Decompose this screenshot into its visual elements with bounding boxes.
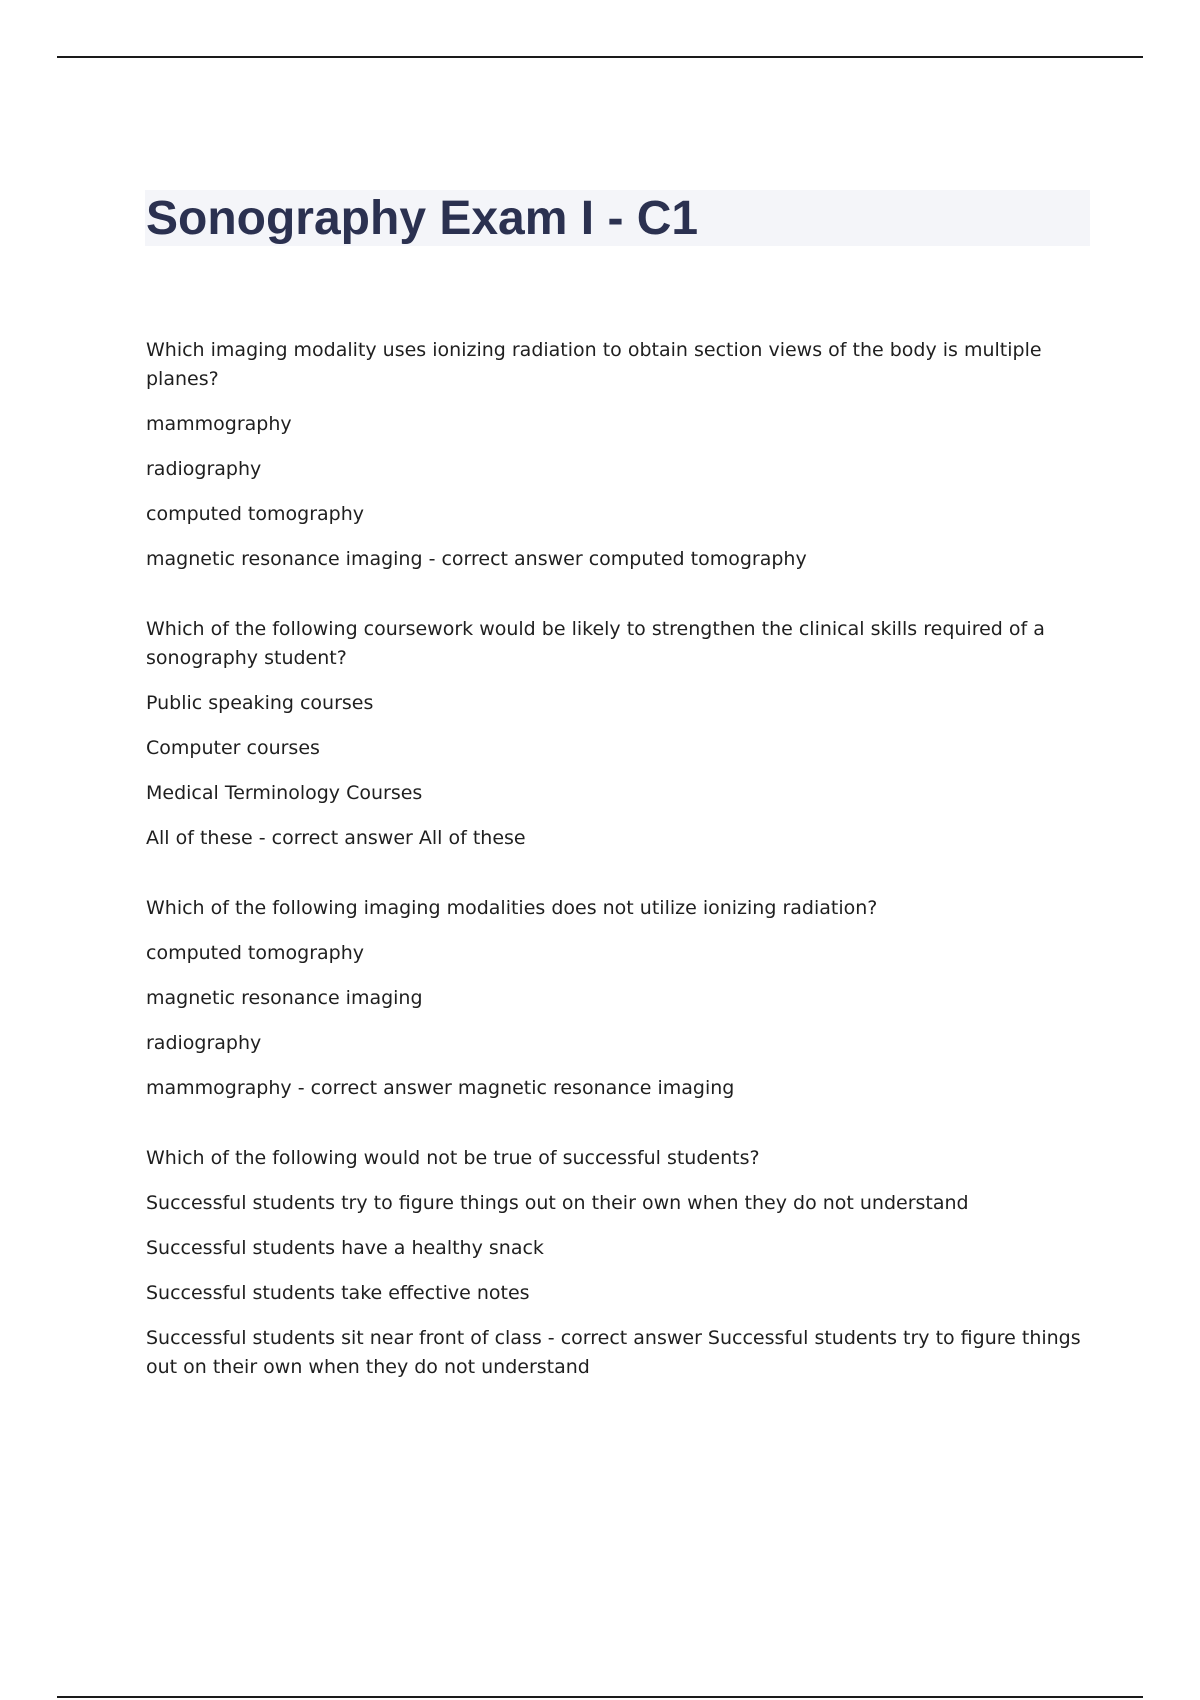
document-title: Sonography Exam I - C1: [146, 192, 699, 245]
question-text: Which of the following imaging modalities does not utilize ionizing radiation?: [146, 897, 878, 919]
answer-option: All of these - correct answer All of these: [146, 827, 526, 849]
question-list: [146, 336, 1096, 1382]
answer-option: Public speaking courses: [146, 692, 374, 714]
answer-option: Medical Terminology Courses: [146, 782, 423, 804]
answer-option: radiography: [146, 1032, 262, 1054]
answer-option: Computer courses: [146, 737, 320, 759]
question-text: Which of the following coursework would be likely to strengthen the clinical skills required of a sonography student?: [146, 618, 1045, 669]
question-block: [146, 615, 1096, 853]
question-text: Which of the following would not be true of successful students?: [146, 1147, 760, 1169]
answer-option: Successful students have a healthy snack: [146, 1237, 544, 1259]
question-block: [146, 1144, 1096, 1382]
question-text: Which imaging modality uses ionizing radiation to obtain section views of the body is multiple planes?: [146, 339, 1042, 390]
answer-option: Successful students sit near front of class - correct answer Successful students try to figure things out on their own when they do not understand: [146, 1327, 1081, 1378]
answer-option: mammography - correct answer magnetic resonance imaging: [146, 1077, 735, 1099]
footer-rule: [57, 1696, 1143, 1698]
question-block: [146, 894, 1096, 1103]
header-rule: [57, 56, 1143, 58]
answer-option: Successful students try to figure things out on their own when they do not understand: [146, 1192, 969, 1214]
answer-option: magnetic resonance imaging: [146, 987, 423, 1009]
answer-option: computed tomography: [146, 942, 364, 964]
question-block: [146, 336, 1096, 574]
answer-option: radiography: [146, 458, 262, 480]
answer-option: computed tomography: [146, 503, 364, 525]
answer-option: mammography: [146, 413, 292, 435]
answer-option: magnetic resonance imaging - correct answer computed tomography: [146, 548, 807, 570]
answer-option: Successful students take effective notes: [146, 1282, 530, 1304]
